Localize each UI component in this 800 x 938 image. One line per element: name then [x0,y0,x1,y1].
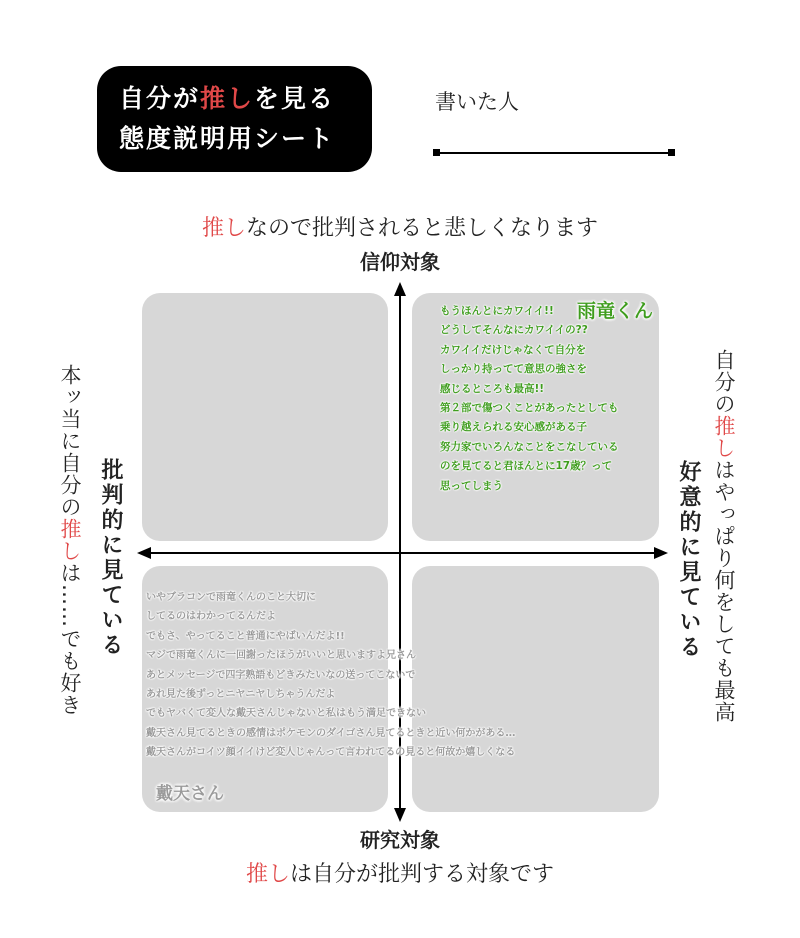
bottom-caption-oshi: 推し [245,862,290,887]
fan-comment-line: カワイイだけじゃなくて自分を [440,343,587,356]
axis-label-left: 批判的に見ている [98,458,123,658]
fan-comment-line: してるのはわかってるんだよ [146,611,276,623]
right-caption [712,349,736,723]
fan-comment-line: 思ってしまう [440,479,503,492]
fan-comment-line: もうほんとにカワイイ!! [440,305,554,317]
sheet-title-part-a: 自分が [119,84,201,113]
left-caption-part-b: は……でも好き [58,562,82,716]
quadrant-bottom-left-text [146,588,515,763]
axis-label-top: 信仰対象 [360,250,440,274]
character-name-uryu: 雨竜くん [577,300,654,322]
left-caption-oshi: 推し [58,518,82,562]
fan-comment-line: 感じるところも最高!! [440,382,545,395]
right-caption-part-b: はやっぱり何をしても最高 [712,459,736,723]
fan-comment-line: 乗り越えられる安心感がある子 [440,421,587,434]
bottom-caption [0,857,800,888]
author-label: 書いた人 [435,90,519,114]
quadrant-top-right-text [440,302,619,496]
fan-comment-line: いやブラコンで雨竜くんのこと大切に [146,592,316,603]
fan-comment-line: マジで雨竜くんに一回謝ったほうがいいと思いますよ兄さん [146,650,416,662]
fan-comment-line: でもさ、やってること普通にやばいんだよ!! [146,630,345,642]
bottom-caption-text: は自分が批判する対象です [290,862,555,887]
axis-label-right: 好意的に見ている [676,460,701,660]
fan-comment-line: のを見てると君ほんとに17歳？って [440,460,613,473]
fan-comment-line: どうしてそんなにカワイイの?? [440,324,588,337]
axis-label-bottom: 研究対象 [360,828,440,852]
left-caption-part-a: 本ッ当に自分の [58,364,82,518]
fan-comment-line: しっかり持ってて意思の強さを [440,363,587,376]
sheet-title-oshi: 推し [200,84,255,113]
right-caption-part-a: 自分の [712,349,736,415]
top-caption-text: なので批判されると悲しくなります [246,216,599,241]
arrow-up-icon [394,282,406,296]
right-caption-oshi: 推し [712,415,736,459]
fan-comment-line: でもヤバくて変人な戴天さんじゃないと私はもう満足できない [146,708,426,720]
fan-comment-line: 戴天さん見てるときの感情はポケモンのダイゴさん見てるときと近い何かがある… [146,727,516,739]
character-name-daiten: 戴天さん [156,784,224,804]
top-caption-oshi: 推し [201,216,246,241]
arrow-down-icon [394,808,406,822]
left-caption [58,364,82,716]
sheet-title-line-2: 態度説明用シート [119,124,336,153]
fan-comment-line: あれ見た後ずっとニヤニヤしちゃうんだよ [146,689,336,701]
arrow-left-icon [137,547,151,559]
arrow-right-icon [654,547,668,559]
fan-comment-line: 努力家でいろんなことをこなしている [440,440,619,453]
fan-comment-line: 第２部で傷つくことがあったとしても [440,402,619,415]
sheet-title-part-b: を見る [254,84,336,113]
fan-comment-line: 戴天さんがコイツ顔イイけど変人じゃんって言われてるの見ると何故か嬉しくなる [146,747,516,759]
fan-comment-line: あとメッセージで四字熟語もどきみたいなの送ってこないで [146,669,416,681]
